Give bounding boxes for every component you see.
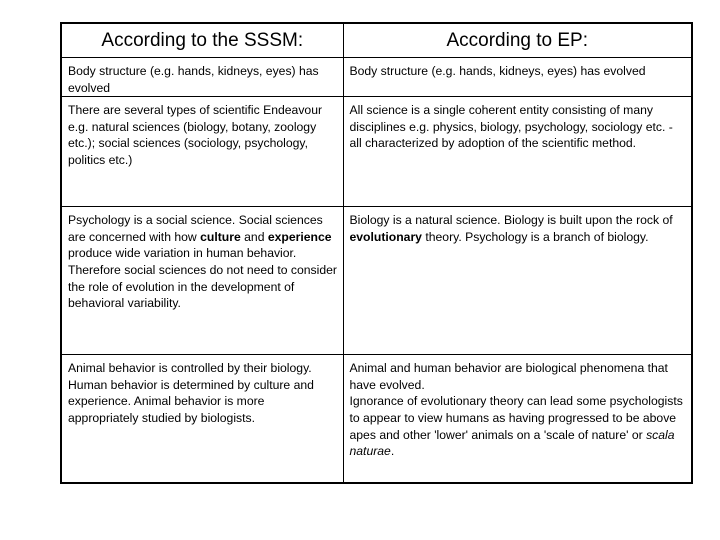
table-row [61,97,692,207]
cell-ep [343,355,692,484]
table-row [61,58,692,97]
cell-line [350,393,687,459]
cell-sssm: Animal behavior is controlled by their biology. Human behavior is determined by culture and experience. Animal behavior is more appropriately studied by biologists. [61,355,343,484]
table-row [61,355,692,484]
cell-text: produce wide variation in human behavior. Therefore social sciences do not need to consider the role of evolution in the development of behavioral variability. [68,246,337,311]
scala-naturae-term: scala naturae [349,427,675,459]
cell-sssm: There are several types of scientific Endeavour e.g. natural sciences (biology, botany, zoology etc.); social sciences (sociology, psychology, politics etc.) [61,97,343,207]
cell-line: Animal and human behavior are biological phenomena that have evolved. [349,361,668,392]
header-ep: According to EP: [343,23,692,58]
cell-ep [343,207,692,355]
cell-text: and [240,229,268,244]
emphasis-evolutionary: evolutionary [349,229,422,244]
table-row [61,207,692,355]
cell-ep: All science is a single coherent entity consisting of many disciplines e.g. physics, biology, psychology, sociology etc. - all characterized by adoption of the scientific method. [343,97,692,207]
cell-ep: Body structure (e.g. hands, kidneys, eyes) has evolved [343,58,692,97]
cell-text: Ignorance of evolutionary theory can lead some psychologists to appear to view humans as having progressed to be above apes and other 'lower' animals on a 'scale of nature' or [349,394,683,442]
cell-text: theory. Psychology is a branch of biology. [421,229,649,244]
cell-text: Biology is a natural science. Biology is built upon the rock of [349,213,673,228]
cell-text: Psychology is a social science. Social sciences are concerned with how [68,213,323,244]
cell-text: . [390,444,395,459]
cell-sssm [61,207,343,355]
header-sssm: According to the SSSM: [61,23,343,58]
emphasis-culture: culture [200,229,241,244]
emphasis-experience: experience [267,229,332,244]
comparison-table [60,22,693,484]
cell-sssm: Body structure (e.g. hands, kidneys, eyes) has evolved [61,58,343,97]
header-row [61,23,692,58]
